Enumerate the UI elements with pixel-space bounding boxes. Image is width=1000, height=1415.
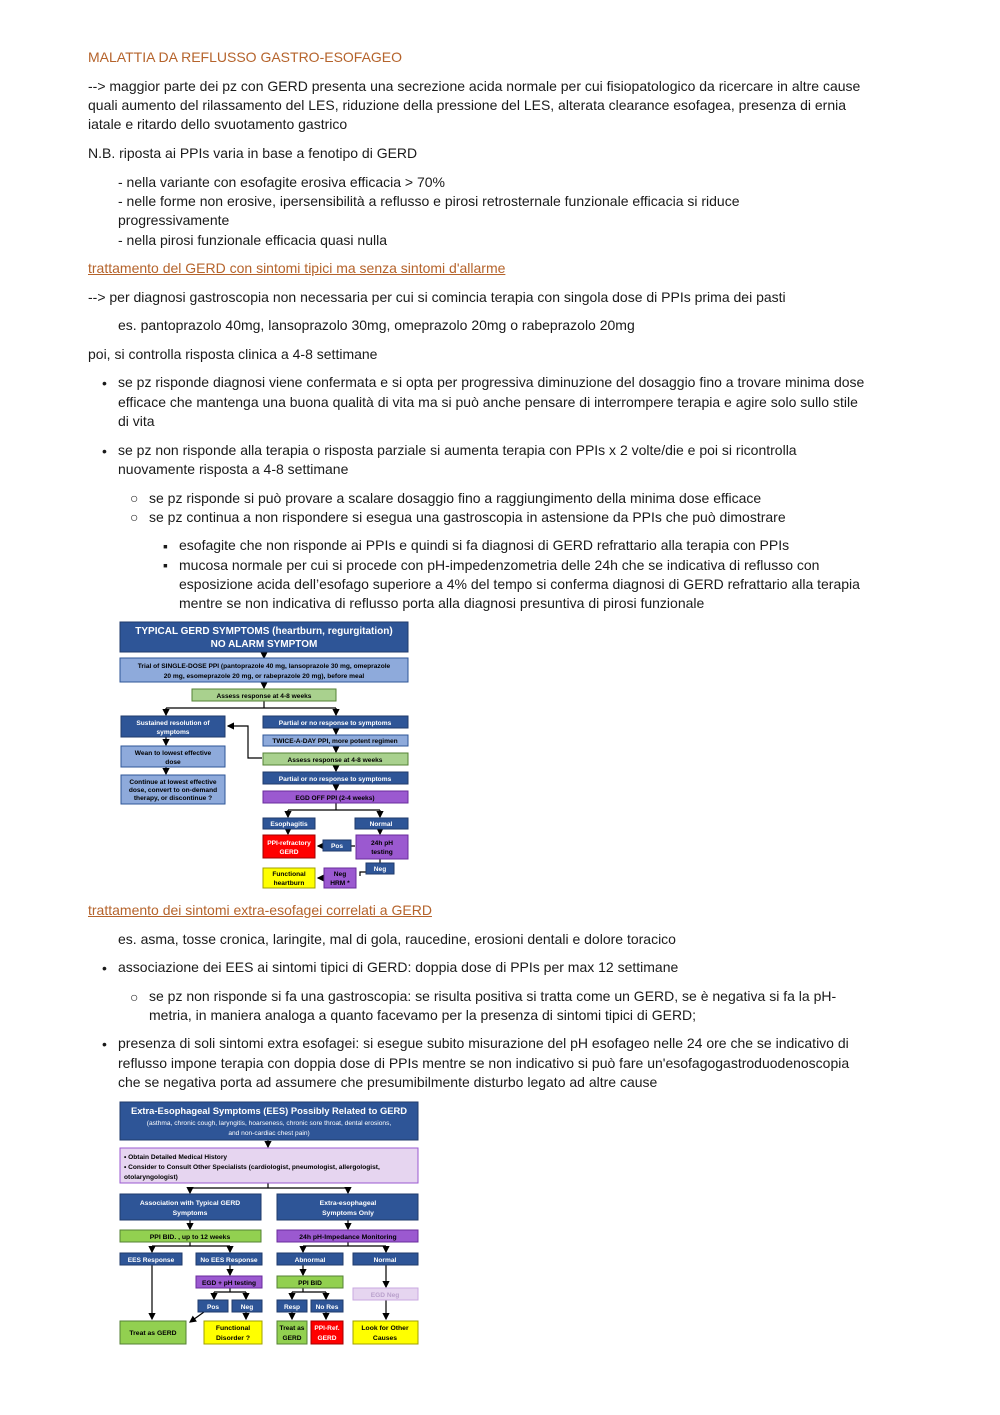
section1-heading: trattamento del GERD con sintomi tipici ma senza sintomi d'allarme — [88, 260, 506, 276]
s2-b2-line2: reflusso impone terapia con doppia dose di PPIs mentre se non indicativo si può fare un'esofagogastroduodenoscopia — [118, 1055, 850, 1071]
s1-sub1: se pz risponde si può provare a scalare dosaggio fino a raggiungimento della minima dose efficace — [149, 490, 762, 506]
bullet-dot: • — [102, 960, 107, 976]
flow1-neghrm-line2: HRM * — [330, 880, 350, 887]
s2-b1: associazione dei EES ai sintomi tipici di GERD: doppia dose di PPIs per max 12 settimane — [118, 959, 679, 975]
flow2-ees-response: EES Response — [127, 1257, 175, 1264]
flow1-continue-line3: therapy, or discontinue ? — [133, 795, 213, 802]
flow1-twice: TWICE-A-DAY PPI, more potent regimen — [272, 738, 398, 745]
flow2-history-line2: • Consider to Consult Other Specialists (cardiologist, pneumologist, allergologist, — [124, 1164, 380, 1171]
flow1-continue-line2: dose, convert to on-demand — [128, 787, 218, 794]
flow2-ppibid12: PPI BID. , up to 12 weeks — [149, 1234, 231, 1241]
s2-sub1-line2: metria, in maniera analoga a quanto facevamo per la presenza di sintomi tipici di GERD; — [149, 1007, 697, 1023]
flow1-esophagitis: Esophagitis — [270, 821, 308, 828]
flow1-partial2: Partial or no response to symptoms — [278, 776, 392, 783]
s1-b2-line1: se pz non risponde alla terapia o risposta parziale si aumenta terapia con PPIs x 2 volte/die e poi si ricontrolla — [118, 442, 797, 458]
square-bullet: ▪ — [163, 557, 168, 573]
flow1-egd: EGD OFF PPI (2-4 weeks) — [295, 795, 375, 802]
square-bullet: ▪ — [163, 538, 168, 554]
flow2-history-line1: • Obtain Detailed Medical History — [124, 1154, 228, 1161]
flow1-refractory-line1: PPI-refractory — [267, 840, 311, 847]
flow2-treatg-line1: Treat as — [279, 1325, 305, 1332]
flow1-header-line1: TYPICAL GERD SYMPTOMS (heartburn, regurgitation) — [135, 626, 393, 637]
s2-b2-line3: che se negativa porta ad assumere che presumibilmente disturbo legato ad altre cause — [118, 1074, 658, 1090]
flow2-refr-line2: GERD — [317, 1335, 337, 1342]
s1-subsub2-line2: esposizione acida dell’esofago superiore a 4% del tempo si conferma diagnosi di GERD refrattario alla terapia — [179, 576, 860, 592]
s1-sub2: se pz continua a non rispondere si esegua una gastroscopia in astensione da PPIs che può dimostrare — [149, 509, 786, 525]
circle-bullet: ○ — [130, 509, 139, 525]
s1-b1-line3: di vita — [118, 413, 155, 429]
s2-sub1-line1: se pz non risponde si fa una gastroscopia: se risulta positiva si tratta come un GERD, se è negativa si fa la pH- — [149, 988, 837, 1004]
bullet-dot: • — [102, 443, 107, 459]
dash-item-1: - nella variante con esofagite erosiva efficacia > 70% — [118, 174, 445, 190]
flow2-ppibid: PPI BID — [298, 1280, 322, 1287]
flow1-functional-line1: Functional — [272, 871, 306, 878]
flow1-continue-line1: Continue at lowest effective — [129, 779, 217, 786]
flow2-treatg-line2: GERD — [282, 1335, 302, 1342]
flow1-trial-line1: Trial of SINGLE-DOSE PPI (pantoprazole 40 mg, lansoprazole 30 mg, omeprazole — [137, 663, 391, 670]
flow2-look-line2: Causes — [372, 1335, 398, 1342]
flow2-functional-line1: Functional — [215, 1325, 251, 1332]
flow2-neg: Neg — [240, 1304, 254, 1311]
flow1-functional-line2: heartburn — [273, 880, 305, 887]
flow1-assess1: Assess response at 4-8 weeks — [216, 693, 312, 700]
flow1-wean-line1: Wean to lowest effective — [134, 750, 212, 757]
s1-subsub2-line1: mucosa normale per cui si procede con pH-impedenzometria delle 24h che se indicativa di reflusso con — [179, 557, 820, 573]
flow1-neghrm-line1: Neg — [333, 871, 347, 878]
flow1-partial1: Partial or no response to symptoms — [278, 720, 392, 727]
flow2-extra-line1: Extra-esophageal — [319, 1200, 377, 1207]
circle-bullet: ○ — [130, 490, 139, 506]
flow1-header-line2: NO ALARM SYMPTOM — [210, 639, 318, 650]
section1-line1: --> per diagnosi gastroscopia non necessaria per cui si comincia terapia con singola dose di PPIs prima dei pasti — [88, 289, 786, 305]
page-title: MALATTIA DA REFLUSSO GASTRO-ESOFAGEO — [88, 49, 403, 65]
dash-item-2: - nelle forme non erosive, ipersensibilità a reflusso e pirosi retrosternale funzionale efficacia si riduce — [118, 193, 740, 209]
flow2-egd-neg: EGD Neg — [370, 1292, 400, 1299]
bullet-dot: • — [102, 1036, 107, 1052]
flow2-assoc-line1: Association with Typical GERD — [139, 1200, 241, 1207]
flow1-ph-line1: 24h pH — [371, 840, 393, 847]
bullet-dot: • — [102, 375, 107, 391]
section1-example: es. pantoprazolo 40mg, lansoprazolo 30mg, omeprazolo 20mg o rabeprazolo 20mg — [118, 317, 635, 333]
intro-line-1: --> maggior parte dei pz con GERD presenta una secrezione acida normale per cui fisiopatologico da ricercare in altre cause — [88, 78, 861, 94]
s1-b2-line2: nuovamente risposta a 4-8 settimane — [118, 461, 349, 477]
circle-bullet: ○ — [130, 989, 139, 1005]
flow2-header-line3: and non-cardiac chest pain) — [228, 1130, 310, 1137]
flow1-sustained-line2: symptoms — [156, 729, 190, 736]
flow2-header-line1: Extra-Esophageal Symptoms (EES) Possibly Related to GERD — [130, 1105, 408, 1116]
extra-esophageal-flowchart — [118, 1100, 423, 1350]
flow2-extra-line2: Symptoms Only — [322, 1210, 374, 1217]
section1-line2: poi, si controlla risposta clinica a 4-8 settimane — [88, 346, 378, 362]
flow1-neg: Neg — [373, 866, 387, 873]
flow2-no-ees-response: No EES Response — [200, 1257, 258, 1264]
flow2-resp: Resp — [283, 1304, 301, 1311]
section2-example: es. asma, tosse cronica, laringite, mal di gola, raucedine, erosioni dentali e dolore toracico — [118, 931, 676, 947]
typical-gerd-flowchart — [118, 620, 418, 892]
flow2-functional-line2: Disorder ? — [216, 1335, 250, 1342]
flow2-normal: Normal — [373, 1257, 397, 1264]
flow2-header-line2: (asthma, chronic cough, laryngitis, hoarseness, chronic sore throat, dental erosions, — [146, 1120, 392, 1127]
flow1-trial-line2: 20 mg, esomeprazole 20 mg, or rabeprazole 20 mg), before meal — [163, 673, 365, 680]
flow2-assoc-line2: Symptoms — [172, 1210, 208, 1217]
flow1-normal: Normal — [369, 821, 393, 828]
s2-b2-line1: presenza di soli sintomi extra esofagei: si esegue subito misurazione del pH esofageo nelle 24 ore che se indicativo di — [118, 1035, 849, 1051]
flow1-sustained-line1: Sustained resolution of — [136, 720, 210, 727]
s1-subsub1: esofagite che non risponde ai PPIs e quindi si fa diagnosi di GERD refrattario alla terapia con PPIs — [179, 537, 790, 553]
flow1-wean-line2: dose — [165, 759, 181, 766]
flow2-look-line1: Look for Other — [361, 1325, 409, 1332]
intro-line-3: iatale e ritardo dello svuotamento gastrico — [88, 116, 348, 132]
flow2-history-line3: otolaryngologist) — [124, 1174, 178, 1181]
flow2-ph24: 24h pH-Impedance Monitoring — [299, 1234, 397, 1241]
flow2-refr-line1: PPI-Ref. — [314, 1325, 340, 1332]
flow1-ph-line2: testing — [371, 849, 393, 856]
flow2-pos: Pos — [206, 1304, 220, 1311]
flow1-pos: Pos — [330, 843, 344, 850]
s1-b1-line2: efficace che mantenga una buona qualità di vita ma si può anche pensare di interrompere terapia e agire solo sullo stile — [118, 394, 858, 410]
flow2-treat-as-gerd: Treat as GERD — [129, 1330, 177, 1337]
s1-b1-line1: se pz risponde diagnosi viene confermata e si opta per progressiva diminuzione del dosaggio fino a trovare minima dose — [118, 374, 865, 390]
flow2-nores: No Res — [315, 1304, 339, 1311]
s1-subsub2-line3: mentre se non indicativa di reflusso porta alla diagnosi presuntiva di pirosi funzionale — [179, 595, 705, 611]
section2-heading: trattamento dei sintomi extra-esofagei correlati a GERD — [88, 902, 432, 918]
flow1-refractory-line2: GERD — [279, 849, 299, 856]
flow2-egd-ph: EGD + pH testing — [201, 1280, 257, 1287]
nb-note: N.B. riposta ai PPIs varia in base a fenotipo di GERD — [88, 145, 418, 161]
flow1-assess2: Assess response at 4-8 weeks — [287, 757, 383, 764]
dash-item-3: - nella pirosi funzionale efficacia quasi nulla — [118, 232, 388, 248]
intro-line-2: quali aumento del rilassamento del LES, riduzione della pressione del LES, alterata clearance esofagea, presenza di ernia — [88, 97, 847, 113]
flow2-abnormal: Abnormal — [294, 1257, 326, 1264]
dash-item-2-cont: progressivamente — [118, 212, 230, 228]
